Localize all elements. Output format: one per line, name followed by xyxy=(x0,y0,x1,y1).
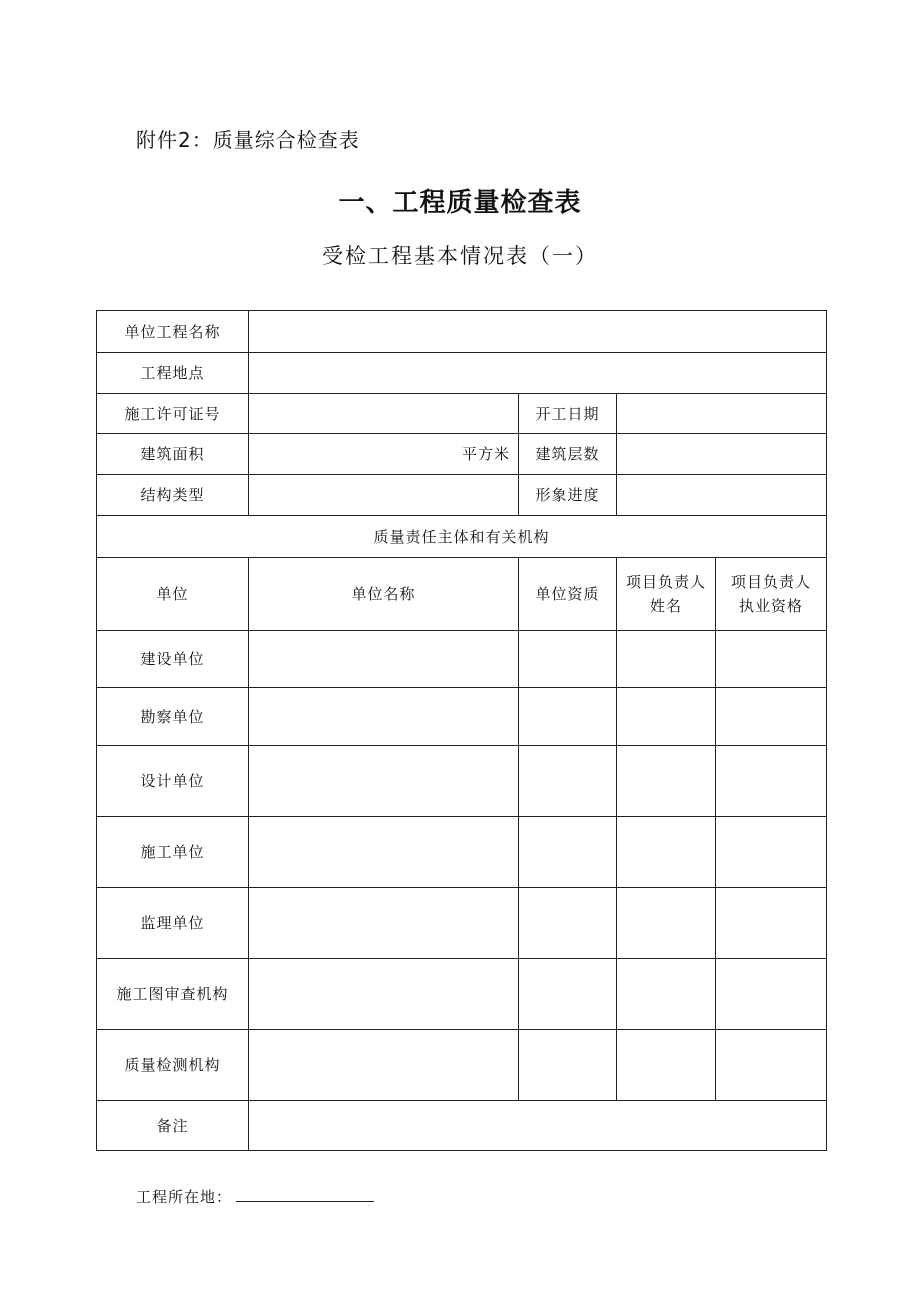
unit-label-construction: 建设单位 xyxy=(97,631,249,688)
attachment-label: 附件2：质量综合检查表 xyxy=(136,128,360,152)
manager-cert-cell[interactable] xyxy=(716,888,827,959)
table-row xyxy=(97,1030,827,1101)
area-unit: 平方米 xyxy=(461,445,510,463)
table-row xyxy=(97,817,827,888)
qualification-cell[interactable] xyxy=(519,688,617,746)
page-title: 一、工程质量检查表 xyxy=(338,188,582,218)
qualification-cell[interactable] xyxy=(519,746,617,817)
row-remarks xyxy=(97,1101,827,1151)
floors-label: 建筑层数 xyxy=(519,434,617,475)
remarks-label: 备注 xyxy=(97,1101,249,1151)
table-row xyxy=(97,888,827,959)
unit-name-cell[interactable] xyxy=(249,688,519,746)
unit-label-supervision: 监理单位 xyxy=(97,888,249,959)
col-header-manager-name xyxy=(617,558,716,631)
manager-cert-cell[interactable] xyxy=(716,817,827,888)
manager-cert-cell[interactable] xyxy=(716,959,827,1030)
unit-label-drawing-review: 施工图审查机构 xyxy=(97,959,249,1030)
project-location-footer xyxy=(136,1186,374,1207)
unit-name-cell[interactable] xyxy=(249,817,519,888)
col-header-qualification: 单位资质 xyxy=(519,558,617,631)
footer-label: 工程所在地： xyxy=(136,1188,233,1206)
manager-name-cell[interactable] xyxy=(617,817,716,888)
col-header-manager-name-line2: 姓名 xyxy=(649,597,682,615)
qualification-cell[interactable] xyxy=(519,1030,617,1101)
manager-cert-cell[interactable] xyxy=(716,688,827,746)
unit-name-cell[interactable] xyxy=(249,959,519,1030)
location-label: 工程地点 xyxy=(97,353,249,394)
structure-field[interactable] xyxy=(249,475,519,516)
table-subtitle: 受检工程基本情况表（一） xyxy=(322,244,598,268)
start-date-field[interactable] xyxy=(617,394,827,434)
unit-label-contractor: 施工单位 xyxy=(97,817,249,888)
column-header-row xyxy=(97,558,827,631)
permit-field[interactable] xyxy=(249,394,519,434)
unit-label-design: 设计单位 xyxy=(97,746,249,817)
qualification-cell[interactable] xyxy=(519,631,617,688)
col-header-unit-name: 单位名称 xyxy=(249,558,519,631)
manager-cert-cell[interactable] xyxy=(716,746,827,817)
unit-label-testing: 质量检测机构 xyxy=(97,1030,249,1101)
qualification-cell[interactable] xyxy=(519,959,617,1030)
manager-cert-cell[interactable] xyxy=(716,1030,827,1101)
table-row xyxy=(97,959,827,1030)
row-structure xyxy=(97,475,827,516)
col-header-manager-name-line1: 项目负责人 xyxy=(625,573,706,591)
manager-name-cell[interactable] xyxy=(617,746,716,817)
unit-label-survey: 勘察单位 xyxy=(97,688,249,746)
row-permit xyxy=(97,394,827,434)
unit-name-cell[interactable] xyxy=(249,631,519,688)
row-project-name xyxy=(97,311,827,353)
table-row xyxy=(97,631,827,688)
row-section-title xyxy=(97,516,827,558)
remarks-field[interactable] xyxy=(249,1101,827,1151)
progress-field[interactable] xyxy=(617,475,827,516)
project-name-label: 单位工程名称 xyxy=(97,311,249,353)
table-row xyxy=(97,746,827,817)
qualification-cell[interactable] xyxy=(519,888,617,959)
manager-name-cell[interactable] xyxy=(617,888,716,959)
unit-name-cell[interactable] xyxy=(249,1030,519,1101)
inspection-table xyxy=(96,310,827,1151)
col-header-manager-cert xyxy=(716,558,827,631)
manager-name-cell[interactable] xyxy=(617,959,716,1030)
unit-name-cell[interactable] xyxy=(249,888,519,959)
row-location xyxy=(97,353,827,394)
col-header-manager-cert-line1: 项目负责人 xyxy=(730,573,811,591)
manager-cert-cell[interactable] xyxy=(716,631,827,688)
area-field[interactable] xyxy=(249,434,519,475)
col-header-manager-cert-line2: 执业资格 xyxy=(738,597,803,615)
qualification-cell[interactable] xyxy=(519,817,617,888)
floors-field[interactable] xyxy=(617,434,827,475)
manager-name-cell[interactable] xyxy=(617,631,716,688)
manager-name-cell[interactable] xyxy=(617,1030,716,1101)
project-name-field[interactable] xyxy=(249,311,827,353)
col-header-unit: 单位 xyxy=(97,558,249,631)
permit-label: 施工许可证号 xyxy=(97,394,249,434)
section-title: 质量责任主体和有关机构 xyxy=(97,516,827,558)
unit-name-cell[interactable] xyxy=(249,746,519,817)
area-label: 建筑面积 xyxy=(97,434,249,475)
table-row xyxy=(97,688,827,746)
structure-label: 结构类型 xyxy=(97,475,249,516)
start-date-label: 开工日期 xyxy=(519,394,617,434)
row-area xyxy=(97,434,827,475)
progress-label: 形象进度 xyxy=(519,475,617,516)
footer-blank-line[interactable] xyxy=(236,1187,374,1202)
location-field[interactable] xyxy=(249,353,827,394)
manager-name-cell[interactable] xyxy=(617,688,716,746)
